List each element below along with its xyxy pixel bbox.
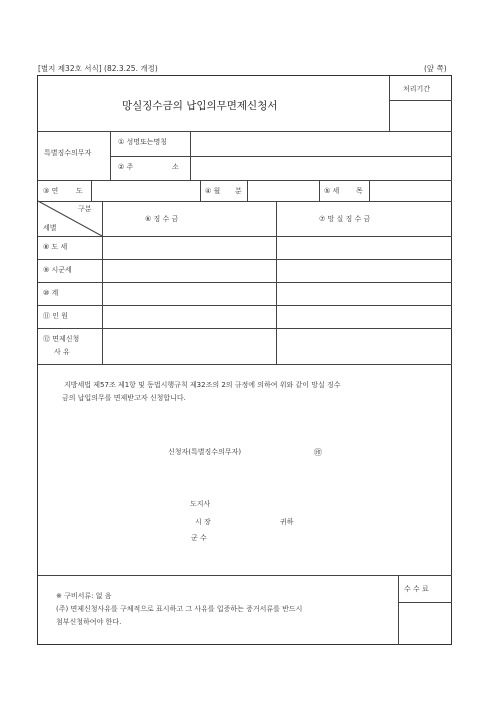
- table-header-line: [38, 236, 452, 237]
- address-label-end: 소: [172, 163, 179, 171]
- row-label-city-tax: ⑨ 시군세: [43, 266, 72, 274]
- form-reference: [별지 제32호 서식] (82.3.25. 개정): [38, 64, 158, 73]
- footnote-line-1: (주) 면제신청사유를 구체적으로 표시하고 그 사유를 입증하는 증거서류를 반드시: [56, 605, 303, 613]
- table-row-line: [38, 282, 452, 283]
- honorific: 귀하: [280, 518, 294, 526]
- corner-label-bottom: 세별: [43, 224, 57, 232]
- required-documents: ※ 구비서류: 없 음: [56, 592, 112, 600]
- addressee-county-head: 군 수: [191, 534, 207, 542]
- address-label: ② 주: [118, 163, 134, 171]
- declaration-text: [62, 379, 447, 405]
- addressee-governor: 도지사: [190, 500, 211, 508]
- seal-mark: ㊞: [314, 448, 322, 457]
- fee-divider: [398, 575, 399, 645]
- application-form: [37, 75, 452, 645]
- year-label-end: 도: [76, 187, 83, 195]
- month-label-end: 분: [235, 187, 242, 195]
- fee-header-line: [398, 602, 452, 603]
- corner-label-top: 구분: [78, 205, 92, 213]
- line-before-footer: [38, 575, 452, 576]
- obligor-label: 특별징수의무자: [44, 149, 92, 157]
- line-after-table: [38, 364, 452, 365]
- row-label-exemption-reason-2: 사 유: [54, 348, 70, 356]
- tax-item-label-end: 목: [356, 187, 363, 195]
- name-label: ① 성명또는명칭: [118, 138, 168, 146]
- table-row-line: [38, 259, 452, 260]
- table-row-line: [38, 328, 452, 329]
- tax-item-label: ⑤ 세: [324, 187, 340, 195]
- year-label: ③ 연: [43, 187, 59, 195]
- processing-period-label: 처리기간: [403, 85, 431, 93]
- month-label: ④ 월: [205, 187, 221, 195]
- applicant-label: 신청자(특별징수의무자): [168, 448, 242, 456]
- row-label-exemption-reason: ⑫ 면제신청: [43, 335, 80, 343]
- fee-label: 수 수 료: [404, 585, 429, 593]
- footnote-line-2: 첨부신청하여야 한다.: [56, 618, 122, 626]
- page-side-label: (앞 쪽): [424, 64, 447, 73]
- addressee-mayor: 시 장: [195, 518, 211, 526]
- declaration-line-1: 지방세법 제57조 제1항 및 동법시행규칙 제32조의 2의 규정에 의하여 위와 같이 망실 징수: [64, 381, 341, 389]
- table-row-line: [38, 305, 452, 306]
- lost-amount-header: ⑦ 망 실 징 수 금: [319, 215, 371, 223]
- corner-diagonal: [38, 76, 452, 646]
- row-label-total: ⑩ 계: [43, 289, 59, 297]
- row-label-province-tax: ⑧ 도 세: [43, 243, 68, 251]
- collected-amount-header: ⑥ 징 수 금: [145, 215, 179, 223]
- form-title: 망실징수금의 납입의무면제신청서: [122, 100, 278, 112]
- declaration-line-2: 금의 납입의무를 면제받고자 신청합니다.: [62, 393, 186, 402]
- row-label-personnel: ⑪ 인 원: [43, 312, 68, 320]
